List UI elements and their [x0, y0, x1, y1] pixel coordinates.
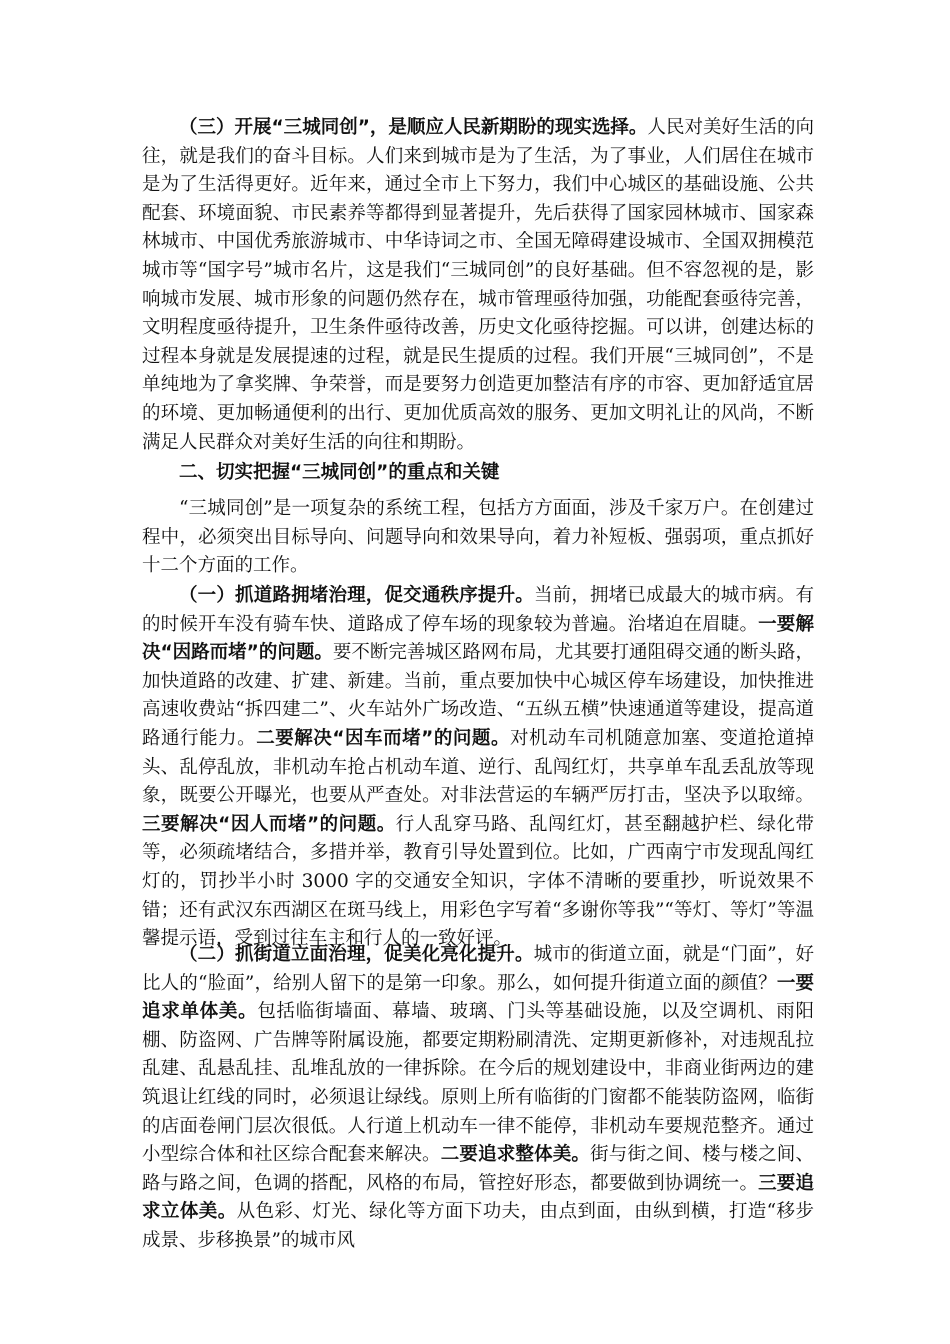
heading-text: 二、切实把握“三城同创”的重点和关键	[179, 462, 500, 483]
subheading-3: （三）开展“三城同创”，是顺应人民新期盼的现实选择。	[179, 117, 648, 138]
paragraph-text: 当前，拥堵已成最大的城市病。有的时候开车没有骑车快、道路成了停车场的现象较为普遍。治堵迫在眉睫。	[142, 585, 814, 635]
paragraph-text: 要不断完善城区路网布局，尤其要打通阻碍交通的断头路，加快道路的改建、扩建、新建。当前，重点要加快中心城区停车场建设，加快推进高速收费站“拆四建二”、火车站外广场改造、“五纵五横”快速通道等建设，提高道路通行能力。	[142, 642, 814, 749]
paragraph-text: 街与街之间、楼与楼之间、路与路之间，色调的搭配，风格的布局，管控好形态，都要做到协调统一。	[142, 1144, 814, 1194]
point-3: 三要解决“因人而堵”的问题。	[142, 813, 396, 835]
point-2: 二要解决“因车而堵”的问题。	[256, 727, 510, 749]
subheading-2: （二）抓街道立面治理，促美化亮化提升。	[179, 944, 534, 965]
paragraph-street-facade	[142, 941, 814, 1256]
subheading-1: （一）抓道路拥堵治理，促交通秩序提升。	[179, 585, 534, 606]
paragraph-text: “三城同创”是一项复杂的系统工程，包括方方面面，涉及千家万户。在创建过程中，必须突出目标导向、问题导向和效果导向，着力补短板、强弱项，重点抓好十二个方面的工作。	[142, 498, 814, 577]
point-1: 一要解决“因路而堵”的问题。	[142, 613, 814, 664]
point-2: 二要追求整体美。	[440, 1144, 591, 1166]
paragraph-text: 城市的街道立面，就是“门面”，好比人的“脸面”，给别人留下的是第一印象。那么，如何提升街道立面的颜值？	[142, 944, 814, 994]
point-1: 一要追求单体美。	[142, 972, 814, 1023]
paragraph-san-cheng-choice	[142, 114, 814, 457]
paragraph-text: 行人乱穿马路、乱闯红灯，甚至翻越护栏、绿化带等，必须疏堵结合，多措并举，教育引导处置到位。比如，广西南宁市发现乱闯红灯的，罚抄半小时 3000 字的交通安全知识，字体不清晰的要重抄，听说效果不错；还有武汉东西湖区在斑马线上，用彩色字写着“多谢你等我”“等灯、等灯”等温馨提示语，受到过往车主和行人的一致好评。	[142, 813, 814, 950]
paragraph-text: 人民对美好生活的向往，就是我们的奋斗目标。人们来到城市是为了生活，为了事业，人们居住在城市是为了生活得更好。近年来，通过全市上下努力，我们中心城区的基础设施、公共配套、环境面貌、市民素养等都得到显著提升，先后获得了国家园林城市、国家森林城市、中国优秀旅游城市、中华诗词之市、全国无障碍建设城市、全国双拥模范城市等“国字号”城市名片，这是我们“三城同创”的良好基础。但不容忽视的是，影响城市发展、城市形象的问题仍然存在，城市管理亟待加强，功能配套亟待完善，文明程度亟待提升，卫生条件亟待改善，历史文化亟待挖掘。可以讲，创建达标的过程本身就是发展提速的过程，就是民生提质的过程。我们开展“三城同创”，不是单纯地为了拿奖牌、争荣誉，而是要努力创造更加整洁有序的市容、更加舒适宜居的环境、更加畅通便利的出行、更加优质高效的服务、更加文明礼让的风尚，不断满足人民群众对美好生活的向往和期盼。	[142, 117, 814, 453]
paragraph-intro	[142, 495, 814, 581]
paragraph-traffic	[142, 582, 814, 954]
paragraph-text: 从色彩、灯光、绿化等方面下功夫，由点到面，由纵到横，打造“移步成景、步移换景”的城市风	[142, 1201, 814, 1251]
section-heading-2	[142, 459, 814, 488]
paragraph-text: 对机动车司机随意加塞、变道抢道掉头、乱停乱放，非机动车抢占机动车道、逆行、乱闯红灯，共享单车乱丢乱放等现象，既要公开曝光，也要从严查处。对非法营运的车辆严厉打击，坚决予以取缔。	[142, 727, 814, 807]
paragraph-text: 包括临街墙面、幕墙、玻璃、门头等基础设施，以及空调机、雨阳棚、防盗网、广告牌等附属设施，都要定期粉刷清洗、定期更新修补，对违规乱拉乱建、乱悬乱挂、乱堆乱放的一律拆除。在今后的规划建设中，非商业街两边的建筑退让红线的同时，必须退让绿线。原则上所有临街的门窗都不能装防盗网，临街的店面卷闸门层次很低。人行道上机动车一律不能停，非机动车要规范整齐。通过小型综合体和社区综合配套来解决。	[142, 1001, 814, 1166]
point-3: 三要追求立体美。	[142, 1172, 814, 1223]
